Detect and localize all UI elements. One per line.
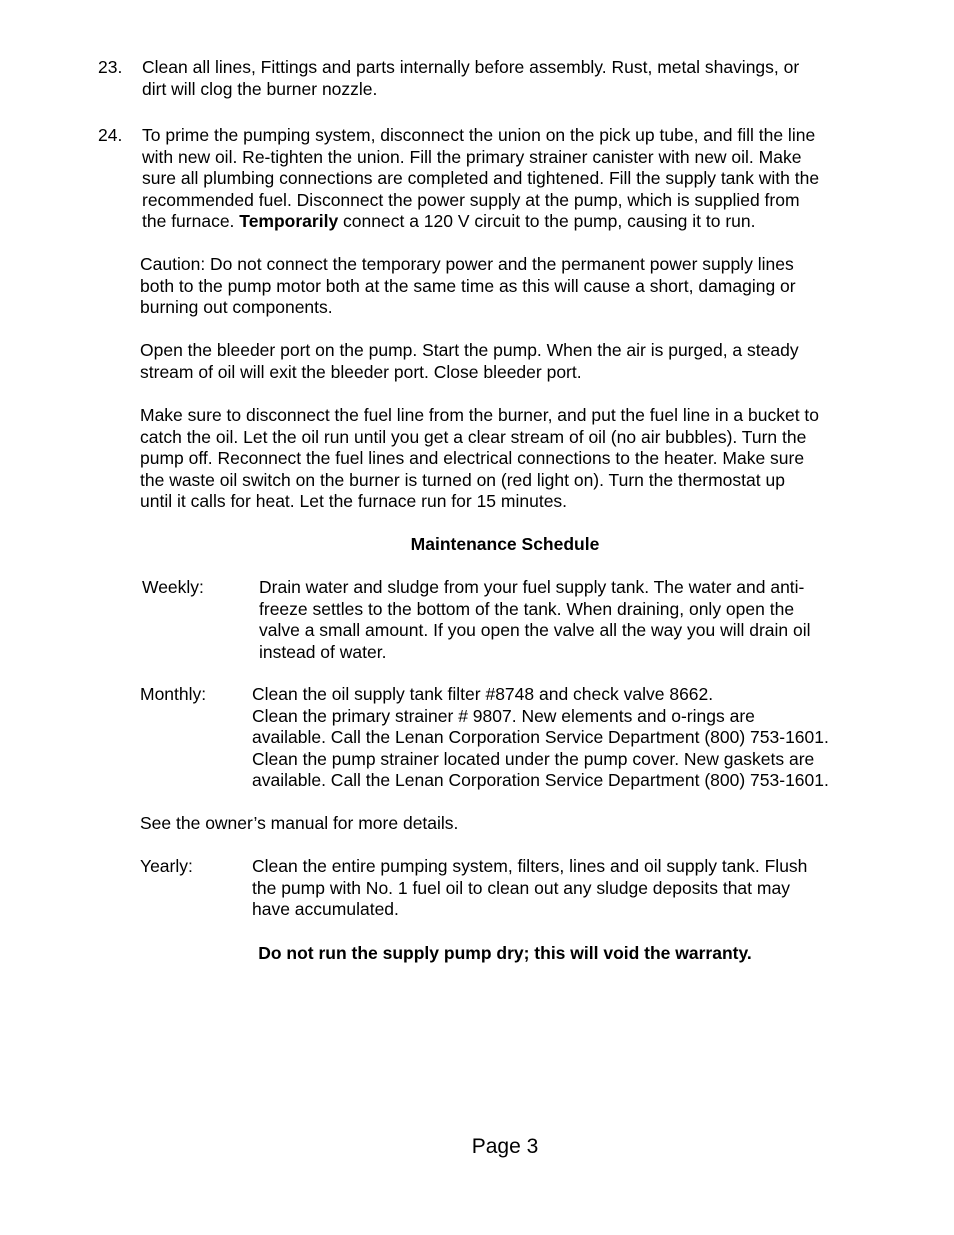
disconnect-line: until it calls for heat. Let the furnace run for 15 minutes. xyxy=(140,491,568,511)
owners-manual-note: See the owner’s manual for more details. xyxy=(140,813,459,833)
item-24-last-line xyxy=(142,211,882,233)
yearly-line: Clean the entire pumping system, filters, lines and oil supply tank. Flush xyxy=(252,856,808,876)
temporarily-emphasis: Temporarily xyxy=(239,211,339,231)
item-23-number: 23. xyxy=(98,57,123,77)
item-24-line: To prime the pumping system, disconnect the union on the pick up tube, and fill the line xyxy=(142,125,816,145)
item-24-line: with new oil. Re-tighten the union. Fill the primary strainer canister with new oil. Make xyxy=(142,146,802,167)
item-24-line: sure all plumbing connections are completed and tightened. Fill the supply tank with the xyxy=(142,168,820,188)
bleeder-paragraph xyxy=(140,340,885,383)
bleeder-line: stream of oil will exit the bleeder port. Close bleeder port. xyxy=(140,361,582,382)
monthly-text xyxy=(252,684,892,792)
item-24-number: 24. xyxy=(98,125,123,145)
disconnect-line: catch the oil. Let the oil run until you get a clear stream of oil (no air bubbles). Turn the xyxy=(140,426,807,447)
item-23-line: dirt will clog the burner nozzle. xyxy=(142,78,378,99)
monthly-line: Clean the oil supply tank filter #8748 and check valve 8662. xyxy=(252,684,714,704)
item-23-text xyxy=(142,57,882,100)
yearly-line: have accumulated. xyxy=(252,899,399,919)
weekly-label: Weekly: xyxy=(142,577,204,597)
item-24-last-prefix: the furnace. xyxy=(142,211,240,231)
page-number: Page 3 xyxy=(471,1135,539,1158)
monthly-line: Clean the primary strainer # 9807. New elements and o-rings are xyxy=(252,705,755,726)
warranty-warning: Do not run the supply pump dry; this will void the warranty. xyxy=(258,943,752,963)
caution-line: burning out components. xyxy=(140,297,333,317)
disconnect-line: pump off. Reconnect the fuel lines and electrical connections to the heater. Make sure xyxy=(140,448,805,468)
item-23-line: Clean all lines, Fittings and parts internally before assembly. Rust, metal shavings, or xyxy=(142,57,800,77)
disconnect-line: Make sure to disconnect the fuel line from the burner, and put the fuel line in a bucket to xyxy=(140,405,820,425)
weekly-line: valve a small amount. If you open the valve all the way you will drain oil xyxy=(259,620,811,640)
yearly-text xyxy=(252,856,892,921)
monthly-line: available. Call the Lenan Corporation Service Department (800) 753-1601. xyxy=(252,727,829,747)
item-24-text xyxy=(142,125,882,233)
disconnect-paragraph xyxy=(140,405,885,513)
caution-paragraph xyxy=(140,254,885,319)
item-24-last-suffix: connect a 120 V circuit to the pump, causing it to run. xyxy=(338,211,756,231)
caution-line: Caution: Do not connect the temporary power and the permanent power supply lines xyxy=(140,254,794,274)
weekly-text xyxy=(259,577,899,663)
bleeder-line: Open the bleeder port on the pump. Start the pump. When the air is purged, a steady xyxy=(140,340,799,360)
weekly-line: Drain water and sludge from your fuel supply tank. The water and anti- xyxy=(259,577,805,597)
maintenance-schedule-heading: Maintenance Schedule xyxy=(410,534,600,554)
caution-line: both to the pump motor both at the same time as this will cause a short, damaging or xyxy=(140,275,796,296)
item-24-line: recommended fuel. Disconnect the power supply at the pump, which is supplied from xyxy=(142,189,800,210)
yearly-line: the pump with No. 1 fuel oil to clean out any sludge deposits that may xyxy=(252,877,790,898)
disconnect-line: the waste oil switch on the burner is turned on (red light on). Turn the thermostat up xyxy=(140,469,785,490)
weekly-line: freeze settles to the bottom of the tank. When draining, only open the xyxy=(259,598,795,619)
weekly-line: instead of water. xyxy=(259,641,387,662)
monthly-label: Monthly: xyxy=(140,684,207,704)
monthly-line: available. Call the Lenan Corporation Service Department (800) 753-1601. xyxy=(252,770,829,790)
yearly-label: Yearly: xyxy=(140,856,193,876)
monthly-line: Clean the pump strainer located under the pump cover. New gaskets are xyxy=(252,748,815,769)
